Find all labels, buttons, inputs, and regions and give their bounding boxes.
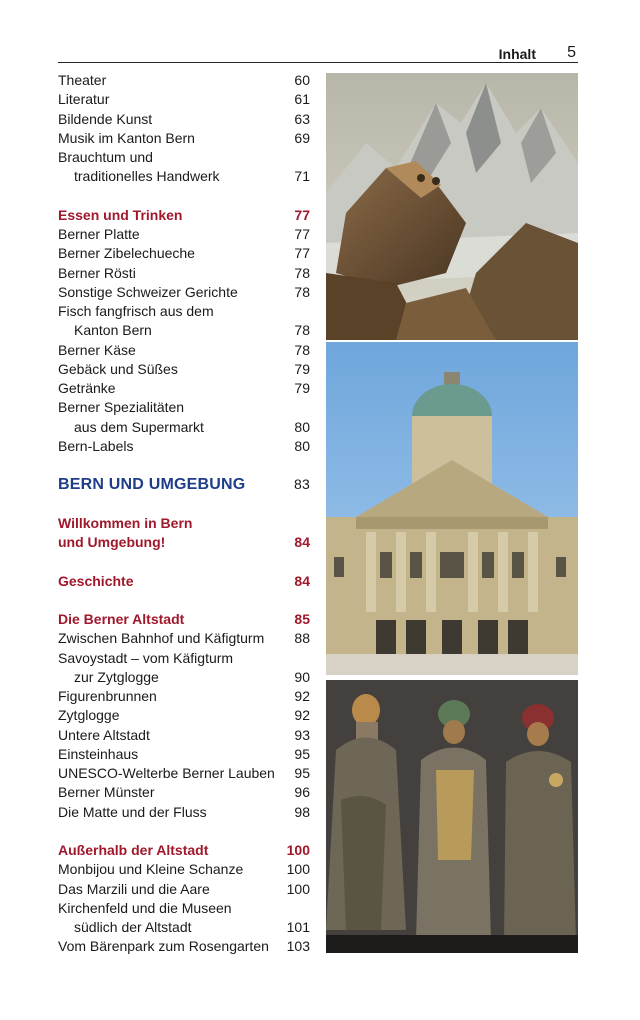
mountain-painting-image — [326, 73, 578, 340]
toc-entry[interactable] — [58, 668, 310, 687]
toc-entry-page: 60 — [294, 72, 310, 88]
toc-entry-page: 90 — [294, 668, 310, 685]
toc-entry-page: 77 — [294, 226, 310, 242]
toc-entry[interactable] — [58, 360, 310, 379]
toc-entry-title: BERN UND UMGEBUNG — [58, 476, 246, 494]
toc-entry-title: Musik im Kanton Bern — [58, 129, 195, 146]
toc-entry-title: Kirchenfeld und die Museen — [58, 899, 232, 916]
toc-entry-page: 84 — [294, 572, 310, 589]
toc-section-heading[interactable] — [58, 514, 310, 533]
toc-entry-title: Berner Zibelechueche — [58, 245, 195, 262]
toc-entry-title: Willkommen in Bern — [58, 514, 193, 531]
toc-entry-page: 84 — [294, 534, 310, 550]
toc-entry-title: Fisch fangfrisch aus dem — [58, 303, 214, 319]
toc-section-heading[interactable] — [58, 206, 310, 225]
toc-entry-title: Zwischen Bahnhof und Käfigturm — [58, 630, 265, 647]
toc-entry[interactable] — [58, 706, 310, 725]
toc-entry-title: UNESCO-Welterbe Berner Lauben — [58, 765, 275, 781]
toc-entry-page: 100 — [286, 861, 310, 878]
toc-entry-title: Berner Rösti — [58, 264, 136, 281]
toc-entry[interactable] — [58, 437, 310, 456]
toc-entry-title: Kanton Bern — [74, 322, 152, 339]
toc-entry-page: 101 — [286, 919, 310, 935]
toc-entry[interactable] — [58, 264, 310, 283]
toc-entry-title: aus dem Supermarkt — [74, 418, 204, 435]
toc-entry[interactable] — [58, 71, 310, 90]
toc-entry-page: 79 — [294, 380, 310, 396]
toc-entry[interactable] — [58, 629, 310, 648]
toc-entry-page: 95 — [294, 765, 310, 781]
page-number: 5 — [567, 44, 576, 61]
toc-spacer — [58, 552, 310, 571]
toc-entry-page: 71 — [294, 168, 310, 185]
toc-entry-title: Theater — [58, 72, 107, 88]
toc-entry-page: 96 — [294, 784, 310, 801]
toc-entry-title: Untere Altstadt — [58, 726, 150, 743]
toc-entry-title: Außerhalb der Altstadt — [58, 842, 209, 858]
toc-entry-title: zur Zytglogge — [74, 668, 159, 685]
toc-entry[interactable] — [58, 726, 310, 745]
toc-section-heading[interactable] — [58, 533, 310, 552]
toc-entry-page: 77 — [294, 206, 310, 223]
toc-entry-page: 78 — [294, 283, 310, 300]
toc-entry-title: Berner Platte — [58, 226, 140, 242]
statues-image — [326, 680, 578, 953]
toc-entry-title: Geschichte — [58, 572, 134, 589]
toc-entry-title: Bildende Kunst — [58, 110, 153, 127]
section-title: Inhalt — [498, 46, 536, 62]
toc-entry[interactable] — [58, 129, 310, 148]
toc-spacer — [58, 822, 310, 841]
toc-entry-page: 63 — [294, 110, 310, 127]
toc-entry-page: 61 — [294, 91, 310, 108]
toc-entry[interactable] — [58, 341, 310, 360]
toc-entry[interactable] — [58, 225, 310, 244]
toc-spacer — [58, 456, 310, 475]
toc-entry-page: 95 — [294, 745, 310, 762]
toc-entry-title: Essen und Trinken — [58, 206, 183, 223]
toc-spacer — [58, 495, 310, 514]
toc-entry[interactable] — [58, 745, 310, 764]
toc-entry-page: 100 — [286, 842, 310, 858]
toc-entry-title: Die Berner Altstadt — [58, 611, 185, 627]
toc-entry-title: Monbijou und Kleine Schanze — [58, 861, 244, 878]
toc-entry-title: Getränke — [58, 380, 116, 396]
toc-entry[interactable] — [58, 860, 310, 879]
toc-entry[interactable] — [58, 167, 310, 186]
toc-entry-page: 93 — [294, 726, 310, 743]
toc-entry[interactable] — [58, 649, 310, 668]
toc-entry-title: Literatur — [58, 91, 110, 108]
toc-entry-page: 78 — [294, 322, 310, 339]
toc-entry-page: 77 — [294, 245, 310, 262]
toc-entry[interactable] — [58, 398, 310, 417]
toc-entry-page: 69 — [294, 129, 310, 146]
toc-entry-page: 80 — [294, 437, 310, 454]
federal-palace-image — [326, 342, 578, 675]
toc-entry[interactable] — [58, 687, 310, 706]
toc-entry-title: Berner Münster — [58, 784, 155, 801]
toc-entry-title: Vom Bärenpark zum Rosengarten — [58, 938, 269, 955]
toc-entry-title: Die Matte und der Fluss — [58, 803, 207, 820]
toc-entry-title: Gebäck und Süßes — [58, 360, 178, 377]
toc-entry[interactable] — [58, 803, 310, 822]
toc-entry-page: 85 — [294, 611, 310, 627]
toc-entry-page: 98 — [294, 803, 310, 820]
toc-spacer — [58, 591, 310, 610]
toc-entry-title: Sonstige Schweizer Gerichte — [58, 283, 238, 300]
toc-section-heading[interactable] — [58, 841, 310, 860]
toc-entry-title: Brauchtum und — [58, 149, 153, 165]
toc-entry[interactable] — [58, 148, 310, 167]
toc-entry[interactable] — [58, 918, 310, 937]
toc-entry[interactable] — [58, 899, 310, 918]
toc-entry-title: und Umgebung! — [58, 534, 166, 550]
toc-entry-page: 92 — [294, 688, 310, 704]
toc-entry[interactable] — [58, 379, 310, 398]
toc-entry-page: 78 — [294, 264, 310, 281]
toc-entry-title: Berner Käse — [58, 341, 136, 358]
toc-entry[interactable] — [58, 764, 310, 783]
toc-entry[interactable] — [58, 283, 310, 302]
toc-entry-title: Figurenbrunnen — [58, 688, 157, 704]
toc-entry-page: 103 — [286, 938, 310, 955]
toc-entry-page: 78 — [294, 341, 310, 358]
toc-entry[interactable] — [58, 880, 310, 899]
table-of-contents — [58, 71, 310, 957]
toc-entry-title: Bern-Labels — [58, 437, 134, 454]
toc-entry[interactable] — [58, 90, 310, 109]
toc-entry-page: 92 — [294, 707, 310, 724]
toc-spacer — [58, 187, 310, 206]
toc-section-heading[interactable] — [58, 610, 310, 629]
toc-entry[interactable] — [58, 783, 310, 802]
toc-entry-title: Zytglogge — [58, 707, 120, 724]
toc-entry-page: 100 — [286, 880, 310, 897]
toc-entry-page: 88 — [294, 630, 310, 647]
toc-entry[interactable] — [58, 937, 310, 956]
header-rule — [58, 62, 578, 63]
toc-entry[interactable] — [58, 244, 310, 263]
toc-section-heading[interactable] — [58, 572, 310, 591]
toc-entry-title: traditionelles Handwerk — [74, 168, 220, 185]
toc-entry-title: Berner Spezialitäten — [58, 399, 185, 416]
toc-entry[interactable] — [58, 321, 310, 340]
toc-entry-title: Savoystadt – vom Käfigturm — [58, 649, 234, 666]
toc-entry[interactable] — [58, 302, 310, 321]
toc-entry[interactable] — [58, 418, 310, 437]
toc-entry-title: Das Marzili und die Aare — [58, 880, 210, 897]
toc-chapter-heading[interactable] — [58, 475, 310, 494]
toc-entry-page: 80 — [294, 418, 310, 435]
toc-entry-page: 83 — [294, 476, 310, 493]
toc-entry-page: 79 — [294, 360, 310, 377]
toc-entry-title: Einsteinhaus — [58, 745, 139, 762]
page-header — [58, 42, 578, 64]
toc-entry-title: südlich der Altstadt — [74, 919, 192, 935]
toc-entry[interactable] — [58, 110, 310, 129]
